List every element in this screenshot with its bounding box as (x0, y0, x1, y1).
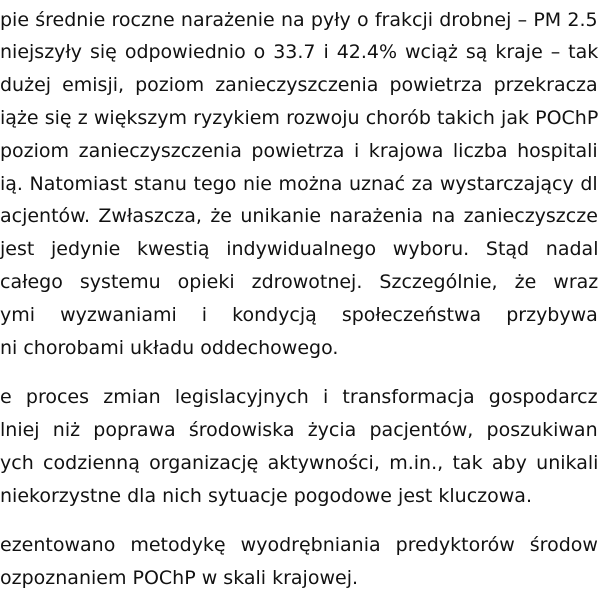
text-line: iąże się z większym ryzykiem rozwoju chorób takich jak POChP (0, 107, 599, 129)
text-line: poziom zanieczyszczenia powietrza i krajowa liczba hospitali (0, 140, 598, 162)
text-line: ych codzienną organizację aktywności, m.in., tak aby unikali (0, 452, 599, 474)
text-line: lniej niż poprawa środowiska życia pacjentów, poszukiwan (0, 419, 598, 441)
text-line: ymi wyzwaniami i kondycją społeczeństwa przybywa (0, 304, 598, 326)
text-line: ozpoznaniem POChP w skali krajowej. (0, 567, 359, 589)
text-line: e proces zmian legislacyjnych i transformacja gospodarcz (0, 386, 598, 408)
text-line: pie średnie roczne narażenie na pyły o frakcji drobnej – PM 2.5 (0, 9, 598, 31)
text-line: całego systemu opieki zdrowotnej. Szczególnie, że wraz (0, 271, 599, 293)
text-line: acjentów. Zwłaszcza, że unikanie narażenia na zanieczyszcze (0, 205, 598, 227)
text-line: jest jedynie kwestią indywidualnego wyboru. Stąd nadal (0, 238, 599, 260)
text-line: niejszyły się odpowiednio o 33.7 i 42.4% wciąż są kraje – tak (0, 41, 599, 63)
text-line: ni chorobami układu oddechowego. (0, 337, 339, 359)
text-line: ezentowano metodykę wyodrębniania predyktorów środow (0, 534, 598, 556)
text-line: dużej emisji, poziom zanieczyszczenia powietrza przekracza (0, 74, 598, 96)
text-line: niekorzystne dla nich sytuacje pogodowe jest kluczowa. (0, 485, 532, 507)
text-line: ią. Natomiast stanu tego nie można uznać za wystarczający dl (0, 173, 598, 195)
